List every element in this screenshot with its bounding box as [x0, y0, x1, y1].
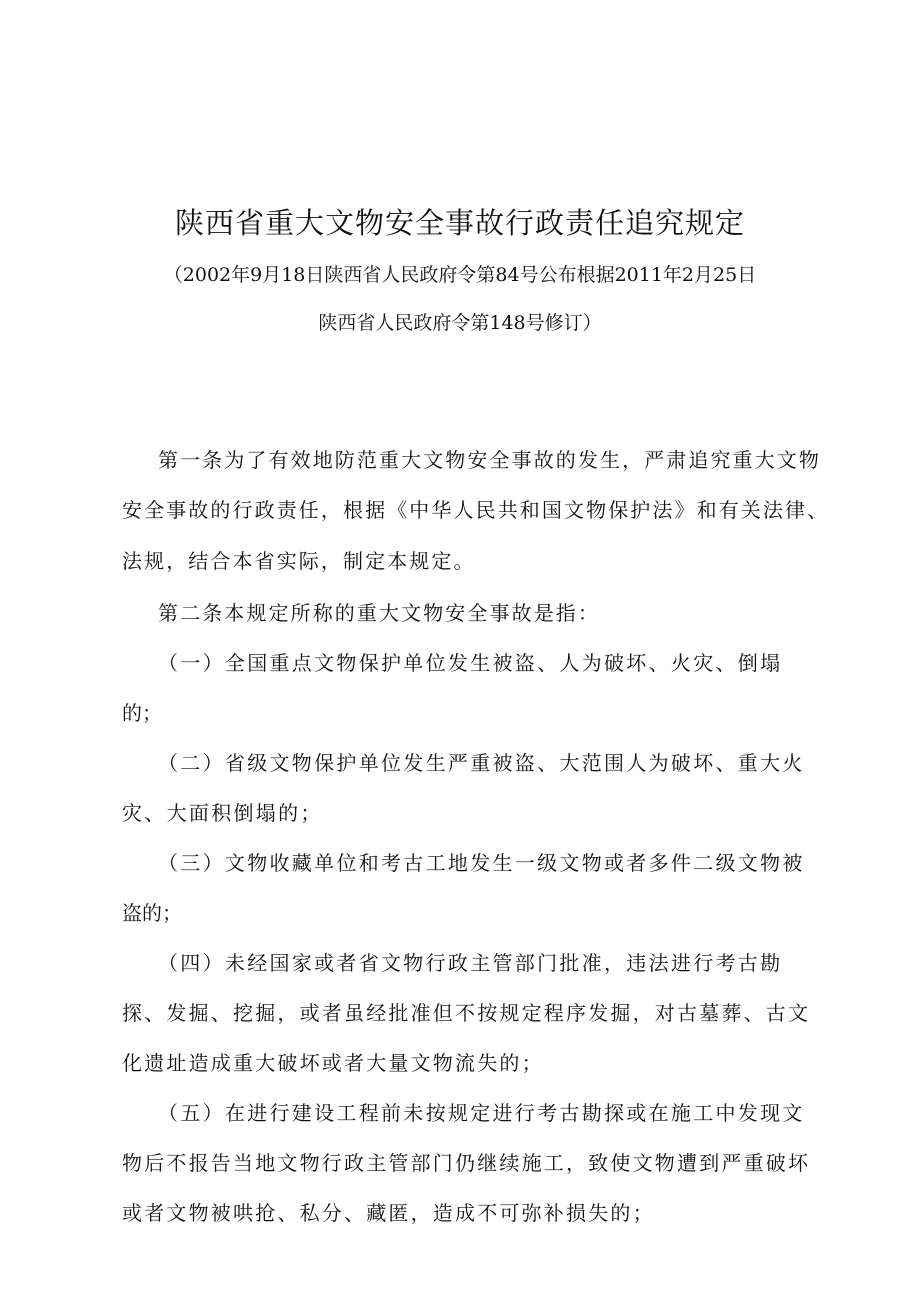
- item-2-line2: 灾、大面积倒塌的；: [122, 801, 323, 825]
- item-4-line3: 化遗址造成重大破坏或者大量文物流失的；: [122, 1051, 544, 1075]
- item-5-line3: 或者文物被哄抢、私分、藏匿，造成不可弥补损失的；: [122, 1201, 655, 1225]
- document-subtitle-line2: 陕西省人民政府令第148号修订）: [318, 312, 602, 334]
- article-2-intro: 第二条本规定所称的重大文物安全事故是指：: [158, 601, 600, 625]
- article-1-line2: 安全事故的行政责任，根据《中华人民共和国文物保护法》和有关法律、: [122, 498, 830, 522]
- item-1-line2: 的；: [122, 701, 162, 725]
- item-4-line1: （四）未经国家或者省文物行政主管部门批准，违法进行考古勘: [158, 951, 783, 975]
- article-1-line3: 法规，结合本省实际，制定本规定。: [122, 549, 476, 573]
- item-4-line2: 探、发掘、挖掘，或者虽经批准但不按规定程序发掘，对古墓葬、古文: [122, 1001, 811, 1025]
- article-1-line1: 第一条为了有效地防范重大文物安全事故的发生，严肃追究重大文物: [158, 448, 821, 472]
- item-5-line1: （五）在进行建设工程前未按规定进行考古勘探或在施工中发现文: [158, 1101, 805, 1125]
- item-3-line1: （三）文物收藏单位和考古工地发生一级文物或者多件二级文物被: [158, 851, 805, 875]
- document-title: 陕西省重大文物安全事故行政责任追究规定: [174, 206, 745, 240]
- item-3-line2: 盗的；: [122, 901, 182, 925]
- item-5-line2: 物后不报告当地文物行政主管部门仍继续施工，致使文物遭到严重破坏: [122, 1151, 811, 1175]
- item-2-line1: （二）省级文物保护单位发生严重被盗、大范围人为破坏、重大火: [158, 751, 805, 775]
- document-subtitle-line1: （2002年9月18日陕西省人民政府令第84号公布根据2011年2月25日: [163, 264, 757, 286]
- item-1-line1: （一）全国重点文物保护单位发生被盗、人为破坏、火灾、倒塌: [158, 651, 783, 675]
